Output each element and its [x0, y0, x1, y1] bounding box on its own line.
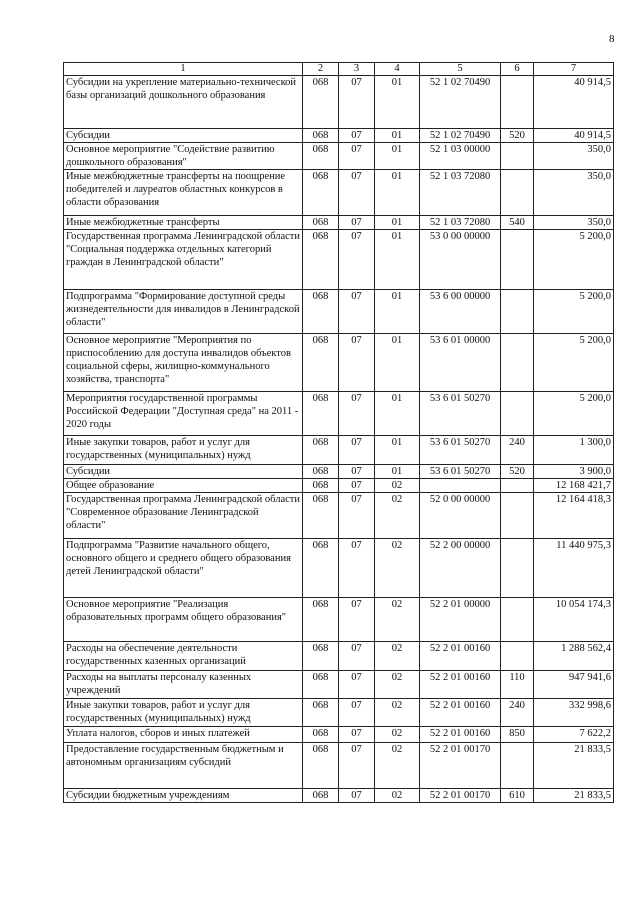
table-row — [64, 699, 614, 727]
cell-col-2: 068 — [303, 143, 339, 170]
cell-col-4: 01 — [375, 170, 420, 216]
cell-col-2: 068 — [303, 76, 339, 129]
cell-col-6: 240 — [501, 436, 534, 465]
table-row — [64, 216, 614, 230]
cell-col-6 — [501, 76, 534, 129]
cell-col-2: 068 — [303, 598, 339, 642]
cell-col-4: 01 — [375, 392, 420, 436]
table-row — [64, 479, 614, 493]
cell-name: Подпрограмма "Формирование доступной среды жизнедеятельности для инвалидов в Ленинградской области" — [64, 290, 303, 334]
cell-col-2: 068 — [303, 216, 339, 230]
cell-col-4: 01 — [375, 129, 420, 143]
cell-col-3: 07 — [339, 143, 375, 170]
header-row — [64, 63, 614, 76]
cell-col-5: 52 1 03 72080 — [420, 170, 501, 216]
cell-name: Субсидии — [64, 129, 303, 143]
cell-col-3: 07 — [339, 392, 375, 436]
page-number: 8 — [609, 33, 615, 45]
cell-col-3: 07 — [339, 334, 375, 392]
cell-col-3: 07 — [339, 642, 375, 671]
cell-col-6 — [501, 493, 534, 539]
cell-col-4: 02 — [375, 642, 420, 671]
cell-col-2: 068 — [303, 743, 339, 789]
cell-col-3: 07 — [339, 789, 375, 803]
cell-col-5 — [420, 479, 501, 493]
cell-col-7: 10 054 174,3 — [534, 598, 614, 642]
cell-col-3: 07 — [339, 436, 375, 465]
cell-name: Общее образование — [64, 479, 303, 493]
cell-col-4: 02 — [375, 539, 420, 598]
cell-col-7: 350,0 — [534, 143, 614, 170]
cell-col-7: 350,0 — [534, 216, 614, 230]
table-row — [64, 290, 614, 334]
cell-name: Расходы на обеспечение деятельности государственных казенных организаций — [64, 642, 303, 671]
cell-col-5: 52 2 01 00160 — [420, 699, 501, 727]
cell-col-7: 40 914,5 — [534, 76, 614, 129]
cell-col-4: 01 — [375, 230, 420, 290]
table-row — [64, 493, 614, 539]
cell-col-2: 068 — [303, 465, 339, 479]
cell-name: Мероприятия государственной программы Российской Федерации "Доступная среда" на 2011 - 2020 годы — [64, 392, 303, 436]
cell-col-2: 068 — [303, 493, 339, 539]
cell-col-3: 07 — [339, 216, 375, 230]
table-row — [64, 76, 614, 129]
cell-col-2: 068 — [303, 642, 339, 671]
cell-col-3: 07 — [339, 493, 375, 539]
table-row — [64, 143, 614, 170]
cell-col-7: 3 900,0 — [534, 465, 614, 479]
cell-col-3: 07 — [339, 671, 375, 699]
cell-col-2: 068 — [303, 539, 339, 598]
cell-col-2: 068 — [303, 334, 339, 392]
cell-col-2: 068 — [303, 699, 339, 727]
cell-col-6 — [501, 170, 534, 216]
cell-col-3: 07 — [339, 230, 375, 290]
cell-col-7: 5 200,0 — [534, 290, 614, 334]
header-col-3: 3 — [339, 63, 375, 76]
cell-col-6 — [501, 392, 534, 436]
cell-col-3: 07 — [339, 290, 375, 334]
cell-col-4: 02 — [375, 479, 420, 493]
cell-col-6 — [501, 642, 534, 671]
cell-col-4: 01 — [375, 216, 420, 230]
cell-col-3: 07 — [339, 743, 375, 789]
cell-col-7: 12 168 421,7 — [534, 479, 614, 493]
cell-col-7: 350,0 — [534, 170, 614, 216]
cell-col-4: 01 — [375, 143, 420, 170]
table-row — [64, 789, 614, 803]
cell-col-5: 53 6 01 50270 — [420, 465, 501, 479]
cell-col-7: 21 833,5 — [534, 789, 614, 803]
cell-col-6: 540 — [501, 216, 534, 230]
table-row — [64, 392, 614, 436]
cell-col-6 — [501, 539, 534, 598]
cell-col-4: 02 — [375, 789, 420, 803]
header-col-5: 5 — [420, 63, 501, 76]
cell-col-7: 21 833,5 — [534, 743, 614, 789]
cell-col-5: 53 6 01 50270 — [420, 392, 501, 436]
cell-col-5: 52 1 02 70490 — [420, 129, 501, 143]
cell-col-2: 068 — [303, 727, 339, 743]
header-col-7: 7 — [534, 63, 614, 76]
cell-col-5: 52 2 01 00160 — [420, 671, 501, 699]
cell-col-4: 01 — [375, 76, 420, 129]
cell-col-7: 1 288 562,4 — [534, 642, 614, 671]
table-body — [64, 76, 614, 803]
cell-col-2: 068 — [303, 392, 339, 436]
table-row — [64, 334, 614, 392]
cell-col-3: 07 — [339, 479, 375, 493]
cell-col-4: 02 — [375, 493, 420, 539]
table-row — [64, 539, 614, 598]
cell-col-7: 5 200,0 — [534, 230, 614, 290]
cell-col-5: 53 6 01 50270 — [420, 436, 501, 465]
cell-col-2: 068 — [303, 230, 339, 290]
cell-name: Иные закупки товаров, работ и услуг для государственных (муниципальных) нужд — [64, 436, 303, 465]
cell-name: Подпрограмма "Развитие начального общего, основного общего и среднего общего образования детей Ленинградской области" — [64, 539, 303, 598]
cell-col-4: 02 — [375, 699, 420, 727]
cell-name: Основное мероприятие "Реализация образовательных программ общего образования" — [64, 598, 303, 642]
cell-name: Иные межбюджетные трансферты на поощрение победителей и лауреатов областных конкурсов в области образования — [64, 170, 303, 216]
table-row — [64, 671, 614, 699]
cell-col-5: 52 2 01 00170 — [420, 789, 501, 803]
cell-col-5: 53 6 01 00000 — [420, 334, 501, 392]
header-col-2: 2 — [303, 63, 339, 76]
cell-col-3: 07 — [339, 76, 375, 129]
cell-col-6: 520 — [501, 465, 534, 479]
cell-col-2: 068 — [303, 789, 339, 803]
cell-col-5: 52 1 02 70490 — [420, 76, 501, 129]
cell-col-5: 52 2 00 00000 — [420, 539, 501, 598]
cell-col-3: 07 — [339, 539, 375, 598]
table-row — [64, 129, 614, 143]
cell-col-5: 52 2 01 00160 — [420, 642, 501, 671]
cell-col-5: 52 2 01 00000 — [420, 598, 501, 642]
table-row — [64, 642, 614, 671]
cell-name: Расходы на выплаты персоналу казенных учреждений — [64, 671, 303, 699]
cell-col-4: 01 — [375, 436, 420, 465]
cell-col-3: 07 — [339, 699, 375, 727]
table-row — [64, 598, 614, 642]
cell-name: Субсидии — [64, 465, 303, 479]
cell-col-7: 12 164 418,3 — [534, 493, 614, 539]
header-col-1: 1 — [64, 63, 303, 76]
cell-col-2: 068 — [303, 290, 339, 334]
cell-name: Уплата налогов, сборов и иных платежей — [64, 727, 303, 743]
table-row — [64, 170, 614, 216]
cell-col-6 — [501, 143, 534, 170]
cell-col-6 — [501, 598, 534, 642]
cell-col-4: 01 — [375, 290, 420, 334]
table-row — [64, 743, 614, 789]
budget-table — [63, 62, 614, 803]
cell-col-6: 850 — [501, 727, 534, 743]
cell-col-7: 7 622,2 — [534, 727, 614, 743]
cell-col-2: 068 — [303, 436, 339, 465]
cell-col-3: 07 — [339, 129, 375, 143]
cell-name: Предоставление государственным бюджетным и автономным организациям субсидий — [64, 743, 303, 789]
cell-col-7: 5 200,0 — [534, 334, 614, 392]
table-row — [64, 230, 614, 290]
cell-col-2: 068 — [303, 170, 339, 216]
cell-col-3: 07 — [339, 465, 375, 479]
cell-col-6: 110 — [501, 671, 534, 699]
cell-col-6 — [501, 479, 534, 493]
cell-col-5: 53 6 00 00000 — [420, 290, 501, 334]
cell-name: Иные закупки товаров, работ и услуг для государственных (муниципальных) нужд — [64, 699, 303, 727]
cell-col-6: 240 — [501, 699, 534, 727]
cell-col-3: 07 — [339, 598, 375, 642]
cell-name: Иные межбюджетные трансферты — [64, 216, 303, 230]
cell-col-5: 52 1 03 00000 — [420, 143, 501, 170]
cell-col-6: 520 — [501, 129, 534, 143]
cell-col-4: 01 — [375, 334, 420, 392]
cell-col-6: 610 — [501, 789, 534, 803]
cell-name: Субсидии на укрепление материально-технической базы организаций дошкольного образования — [64, 76, 303, 129]
cell-col-7: 332 998,6 — [534, 699, 614, 727]
cell-col-2: 068 — [303, 129, 339, 143]
cell-col-4: 02 — [375, 727, 420, 743]
cell-name: Основное мероприятие "Содействие развитию дошкольного образования" — [64, 143, 303, 170]
cell-col-7: 1 300,0 — [534, 436, 614, 465]
cell-col-3: 07 — [339, 170, 375, 216]
cell-col-2: 068 — [303, 671, 339, 699]
header-col-6: 6 — [501, 63, 534, 76]
table-row — [64, 465, 614, 479]
cell-name: Субсидии бюджетным учреждениям — [64, 789, 303, 803]
cell-col-7: 40 914,5 — [534, 129, 614, 143]
cell-col-5: 53 0 00 00000 — [420, 230, 501, 290]
cell-col-5: 52 2 01 00160 — [420, 727, 501, 743]
cell-col-5: 52 2 01 00170 — [420, 743, 501, 789]
cell-col-6 — [501, 230, 534, 290]
cell-col-6 — [501, 743, 534, 789]
cell-col-3: 07 — [339, 727, 375, 743]
cell-col-5: 52 0 00 00000 — [420, 493, 501, 539]
cell-col-6 — [501, 334, 534, 392]
cell-name: Основное мероприятие "Мероприятия по приспособлению для доступа инвалидов объектов социальной сферы, жилищно-коммунального хозяйства, транспорта" — [64, 334, 303, 392]
cell-col-2: 068 — [303, 479, 339, 493]
table-row — [64, 436, 614, 465]
table-row — [64, 727, 614, 743]
cell-col-4: 02 — [375, 671, 420, 699]
cell-col-4: 02 — [375, 598, 420, 642]
cell-name: Государственная программа Ленинградской области "Современное образование Ленинградской области" — [64, 493, 303, 539]
cell-col-4: 02 — [375, 743, 420, 789]
cell-name: Государственная программа Ленинградской области "Социальная поддержка отдельных категорий граждан в Ленинградской области" — [64, 230, 303, 290]
cell-col-7: 11 440 975,3 — [534, 539, 614, 598]
cell-col-5: 52 1 03 72080 — [420, 216, 501, 230]
cell-col-6 — [501, 290, 534, 334]
header-col-4: 4 — [375, 63, 420, 76]
cell-col-7: 5 200,0 — [534, 392, 614, 436]
cell-col-4: 01 — [375, 465, 420, 479]
cell-col-7: 947 941,6 — [534, 671, 614, 699]
